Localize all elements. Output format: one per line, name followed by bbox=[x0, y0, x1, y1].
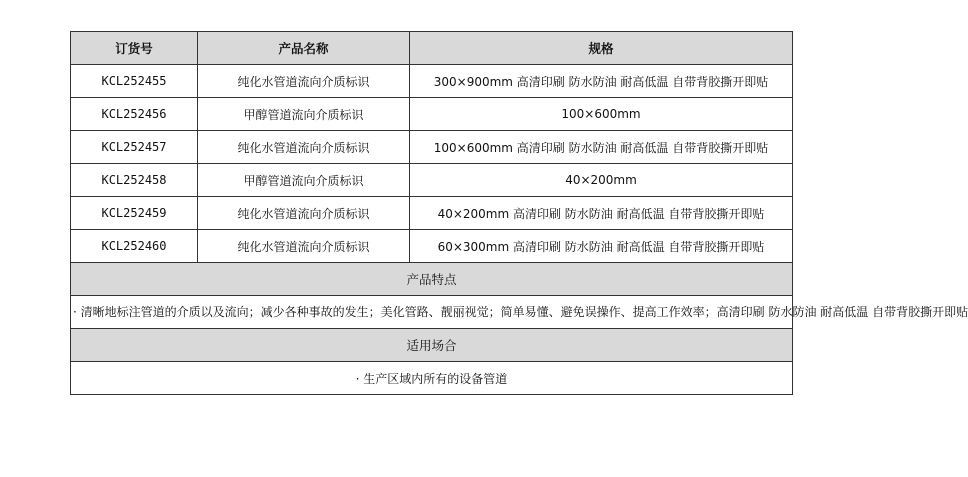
features-row bbox=[71, 296, 793, 329]
order-no-cell: KCL252455 bbox=[71, 65, 198, 98]
header-order-no: 订货号 bbox=[71, 32, 198, 65]
product-name-cell: 纯化水管道流向介质标识 bbox=[198, 197, 410, 230]
order-no-cell: KCL252456 bbox=[71, 98, 198, 131]
header-product-name: 产品名称 bbox=[198, 32, 410, 65]
spec-cell: 100×600mm 高清印刷 防水防油 耐高低温 自带背胶撕开即贴 bbox=[410, 131, 793, 164]
features-title-row bbox=[71, 263, 793, 296]
table-row bbox=[71, 197, 793, 230]
order-no-cell: KCL252459 bbox=[71, 197, 198, 230]
spec-cell: 40×200mm 高清印刷 防水防油 耐高低温 自带背胶撕开即贴 bbox=[410, 197, 793, 230]
table-row bbox=[71, 164, 793, 197]
spec-cell: 60×300mm 高清印刷 防水防油 耐高低温 自带背胶撕开即贴 bbox=[410, 230, 793, 263]
applications-row bbox=[71, 362, 793, 395]
table-header-row bbox=[71, 32, 793, 65]
applications-title: 适用场合 bbox=[71, 329, 793, 362]
product-name-cell: 纯化水管道流向介质标识 bbox=[198, 230, 410, 263]
table-row bbox=[71, 65, 793, 98]
spec-cell: 300×900mm 高清印刷 防水防油 耐高低温 自带背胶撕开即贴 bbox=[410, 65, 793, 98]
header-spec: 规格 bbox=[410, 32, 793, 65]
table-row bbox=[71, 98, 793, 131]
order-no-cell: KCL252458 bbox=[71, 164, 198, 197]
spec-cell: 40×200mm bbox=[410, 164, 793, 197]
order-no-cell: KCL252457 bbox=[71, 131, 198, 164]
product-name-cell: 甲醇管道流向介质标识 bbox=[198, 164, 410, 197]
product-spec-table bbox=[70, 31, 968, 395]
product-name-cell: 纯化水管道流向介质标识 bbox=[198, 131, 410, 164]
spec-cell: 100×600mm bbox=[410, 98, 793, 131]
features-title: 产品特点 bbox=[71, 263, 793, 296]
order-no-cell: KCL252460 bbox=[71, 230, 198, 263]
applications-title-row bbox=[71, 329, 793, 362]
applications-text: · 生产区域内所有的设备管道 bbox=[71, 362, 793, 395]
product-name-cell: 纯化水管道流向介质标识 bbox=[198, 65, 410, 98]
product-name-cell: 甲醇管道流向介质标识 bbox=[198, 98, 410, 131]
features-text: · 清晰地标注管道的介质以及流向；减少各种事故的发生；美化管路、靓丽视觉；简单易懂、避免误操作、提高工作效率；高清印刷 防水防油 耐高低温 自带背胶撕开即贴 bbox=[71, 296, 793, 329]
table-row bbox=[71, 131, 793, 164]
table-row bbox=[71, 230, 793, 263]
